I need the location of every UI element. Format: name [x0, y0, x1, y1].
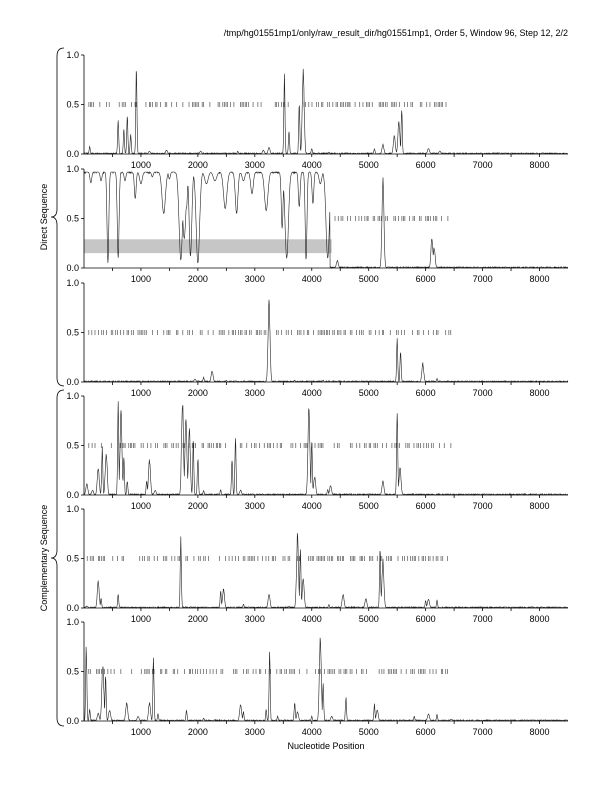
y-tick-label: 0.5 — [66, 327, 79, 338]
x-tick-label: 1000 — [130, 274, 151, 284]
signal-line — [84, 638, 568, 721]
y-tick-label: 0.0 — [66, 603, 79, 613]
signal-line — [84, 172, 568, 268]
x-tick-label: 6000 — [415, 614, 436, 624]
x-tick-label: 3000 — [244, 388, 265, 398]
x-tick-label: 3000 — [244, 160, 265, 170]
x-tick-label: 5000 — [358, 727, 379, 737]
x-tick-label: 3000 — [244, 727, 265, 737]
highlight-band — [84, 239, 332, 253]
x-tick-label: 8000 — [529, 614, 550, 624]
x-tick-label: 8000 — [529, 388, 550, 398]
signal-line — [84, 401, 568, 495]
panel-1 — [66, 50, 568, 170]
x-tick-label: 4000 — [301, 160, 322, 170]
x-tick-label: 1000 — [130, 501, 151, 511]
x-tick-label: 8000 — [529, 727, 550, 737]
x-tick-label: 5000 — [358, 614, 379, 624]
complementary-sequence-label: Complementary Sequence — [39, 504, 49, 612]
panel-4 — [66, 391, 568, 511]
complementary-sequence-brace — [51, 390, 64, 726]
panels — [66, 50, 568, 737]
y-tick-label: 0.5 — [66, 666, 79, 677]
marker-row — [87, 556, 447, 561]
x-tick-label: 2000 — [187, 727, 208, 737]
x-tick-label: 6000 — [415, 160, 436, 170]
y-tick-label: 0.5 — [66, 213, 79, 224]
x-tick-label: 2000 — [187, 274, 208, 284]
signal-line — [84, 69, 568, 154]
x-tick-label: 6000 — [415, 727, 436, 737]
y-tick-label: 0.5 — [66, 553, 79, 564]
x-tick-label: 4000 — [301, 727, 322, 737]
x-tick-label: 5000 — [358, 274, 379, 284]
y-tick-label: 0.0 — [66, 377, 79, 387]
x-tick-label: 8000 — [529, 160, 550, 170]
x-tick-label: 8000 — [529, 274, 550, 284]
signal-line — [84, 533, 568, 608]
x-tick-label: 2000 — [187, 614, 208, 624]
x-tick-label: 7000 — [472, 501, 493, 511]
x-tick-label: 7000 — [472, 614, 493, 624]
group-braces — [39, 48, 64, 726]
x-tick-label: 8000 — [529, 501, 550, 511]
x-tick-label: 7000 — [472, 727, 493, 737]
x-tick-label: 2000 — [187, 388, 208, 398]
y-tick-label: 0.0 — [66, 263, 79, 273]
x-tick-label: 4000 — [301, 274, 322, 284]
y-tick-label: 0.0 — [66, 716, 79, 726]
direct-sequence-label: Direct Sequence — [39, 183, 49, 251]
x-tick-label: 3000 — [244, 614, 265, 624]
signal-line — [84, 300, 568, 382]
x-tick-label: 1000 — [130, 614, 151, 624]
y-tick-label: 0.0 — [66, 149, 79, 159]
x-tick-label: 7000 — [472, 160, 493, 170]
y-tick-label: 0.5 — [66, 440, 79, 451]
marker-row — [89, 669, 448, 674]
x-tick-label: 2000 — [187, 501, 208, 511]
x-tick-label: 1000 — [130, 160, 151, 170]
y-tick-label: 1.0 — [66, 164, 79, 174]
x-tick-label: 6000 — [415, 388, 436, 398]
x-tick-label: 5000 — [358, 388, 379, 398]
x-tick-label: 5000 — [358, 501, 379, 511]
y-tick-label: 1.0 — [66, 504, 79, 514]
x-tick-label: 6000 — [415, 501, 436, 511]
direct-sequence-brace — [51, 48, 64, 386]
x-tick-label: 6000 — [415, 274, 436, 284]
x-tick-label: 4000 — [301, 388, 322, 398]
x-tick-label: 3000 — [244, 274, 265, 284]
x-tick-label: 1000 — [130, 388, 151, 398]
x-tick-label: 4000 — [301, 501, 322, 511]
y-tick-label: 1.0 — [66, 617, 79, 627]
marker-row — [335, 216, 448, 221]
panel-6 — [66, 617, 568, 737]
x-tick-label: 2000 — [187, 160, 208, 170]
x-tick-label: 7000 — [472, 388, 493, 398]
marker-row — [89, 102, 446, 107]
figure-header: /tmp/hg01551mp1/only/raw_result_dir/hg01551mp1, Order 5, Window 96, Step 12, 2/2 — [223, 28, 568, 38]
x-tick-label: 7000 — [472, 274, 493, 284]
y-tick-label: 0.0 — [66, 490, 79, 500]
y-tick-label: 1.0 — [66, 391, 79, 401]
x-axis-label: Nucleotide Position — [287, 741, 365, 751]
panel-5 — [66, 504, 568, 624]
panel-3 — [66, 278, 568, 398]
x-tick-label: 5000 — [358, 160, 379, 170]
y-tick-label: 0.5 — [66, 99, 79, 110]
y-tick-label: 1.0 — [66, 278, 79, 288]
panel-2 — [66, 164, 568, 284]
x-tick-label: 3000 — [244, 501, 265, 511]
y-tick-label: 1.0 — [66, 50, 79, 60]
x-tick-label: 4000 — [301, 614, 322, 624]
x-tick-label: 1000 — [130, 727, 151, 737]
